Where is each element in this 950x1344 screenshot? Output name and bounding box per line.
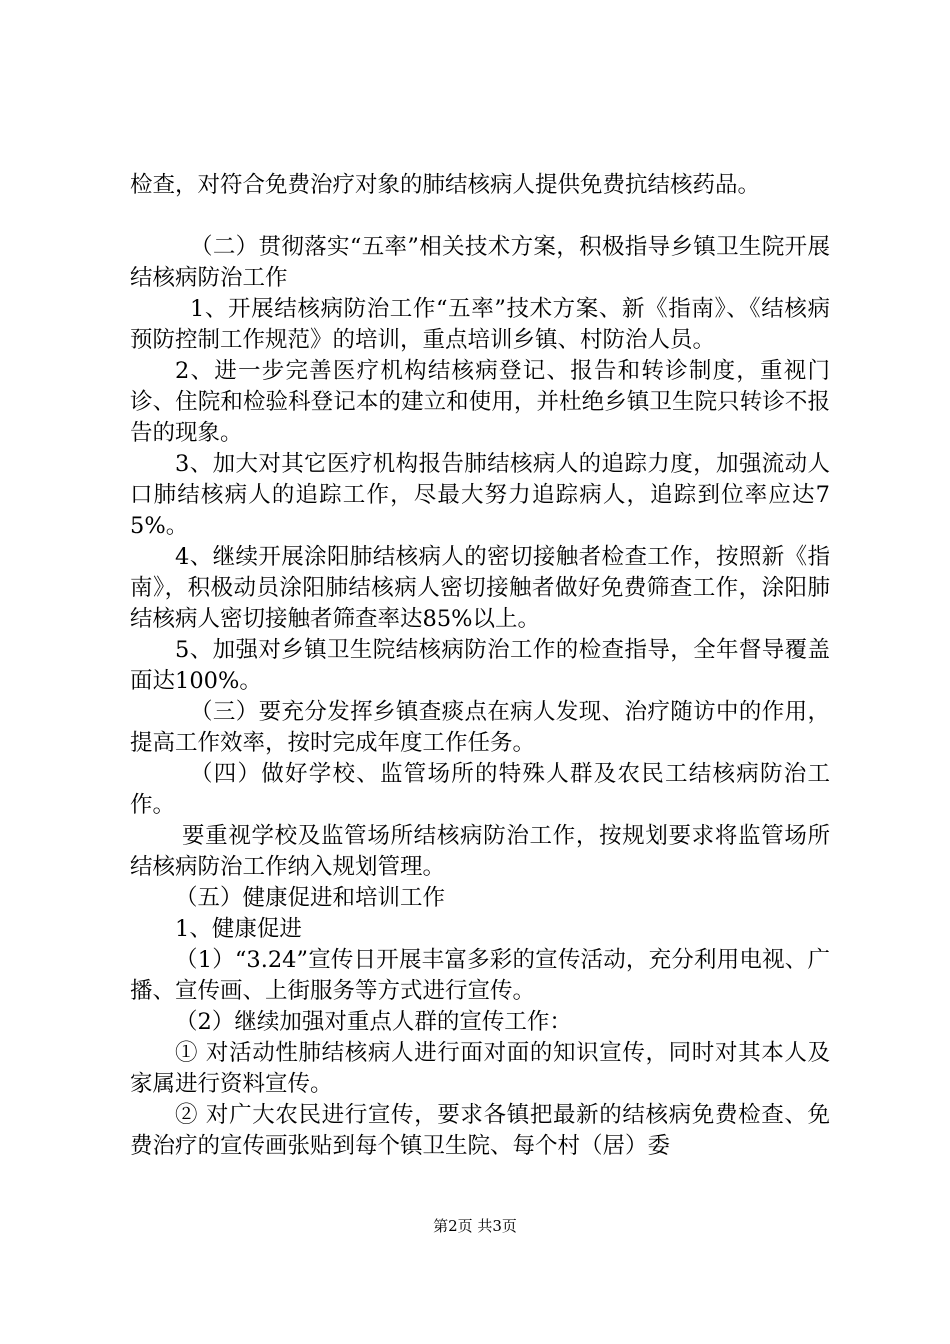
list-item: 3、加大对其它医疗机构报告肺结核病人的追踪力度，加强流动人口肺结核病人的追踪工作，尽最大努力追踪病人，追踪到位率应达75%。 xyxy=(130,451,830,539)
list-item: 4、继续开展涂阳肺结核病人的密切接触者检查工作，按照新《指南》，积极动员涂阳肺结核病人密切接触者做好免费筛查工作，涂阳肺结核病人密切接触者筛查率达85%以上。 xyxy=(130,544,830,632)
paragraph-continuation: 检查，对符合免费治疗对象的肺结核病人提供免费抗结核药品。 xyxy=(130,172,761,198)
list-item: 1、健康促进 xyxy=(175,916,302,942)
section-heading-2: （二）贯彻落实“五率”相关技术方案，积极指导乡镇卫生院开展结核病防治工作 xyxy=(130,234,830,291)
list-item: ② 对广大农民进行宣传，要求各镇把最新的结核病免费检查、免费治疗的宣传画张贴到每个镇卫生院、每个村（居）委 xyxy=(130,1102,830,1159)
document-body xyxy=(130,170,830,1162)
section-heading-3: （三）要充分发挥乡镇查痰点在病人发现、治疗随访中的作用，提高工作效率，按时完成年度工作任务。 xyxy=(130,699,830,756)
page-number: 第2页 共3页 xyxy=(433,1217,517,1235)
section-heading-5: （五）健康促进和培训工作 xyxy=(175,885,446,911)
body-paragraph: 要重视学校及监管场所结核病防治工作，按规划要求将监管场所结核病防治工作纳入规划管理。 xyxy=(130,823,830,880)
list-item: （2）继续加强对重点人群的宣传工作： xyxy=(175,1009,572,1035)
list-item: ① 对活动性肺结核病人进行面对面的知识宣传，同时对其本人及家属进行资料宣传。 xyxy=(130,1040,830,1097)
list-item: 1、开展结核病防治工作“五率”技术方案、新《指南》、《结核病预防控制工作规范》的培训，重点培训乡镇、村防治人员。 xyxy=(130,296,830,353)
list-item: （1）“3.24”宣传日开展丰富多彩的宣传活动，充分利用电视、广播、宣传画、上街服务等方式进行宣传。 xyxy=(130,947,830,1004)
section-heading-4: （四）做好学校、监管场所的特殊人群及农民工结核病防治工作。 xyxy=(130,761,830,818)
list-item: 5、加强对乡镇卫生院结核病防治工作的检查指导，全年督导覆盖面达100%。 xyxy=(130,637,830,694)
list-item: 2、进一步完善医疗机构结核病登记、报告和转诊制度，重视门诊、住院和检验科登记本的建立和使用，并杜绝乡镇卫生院只转诊不报告的现象。 xyxy=(130,358,830,446)
